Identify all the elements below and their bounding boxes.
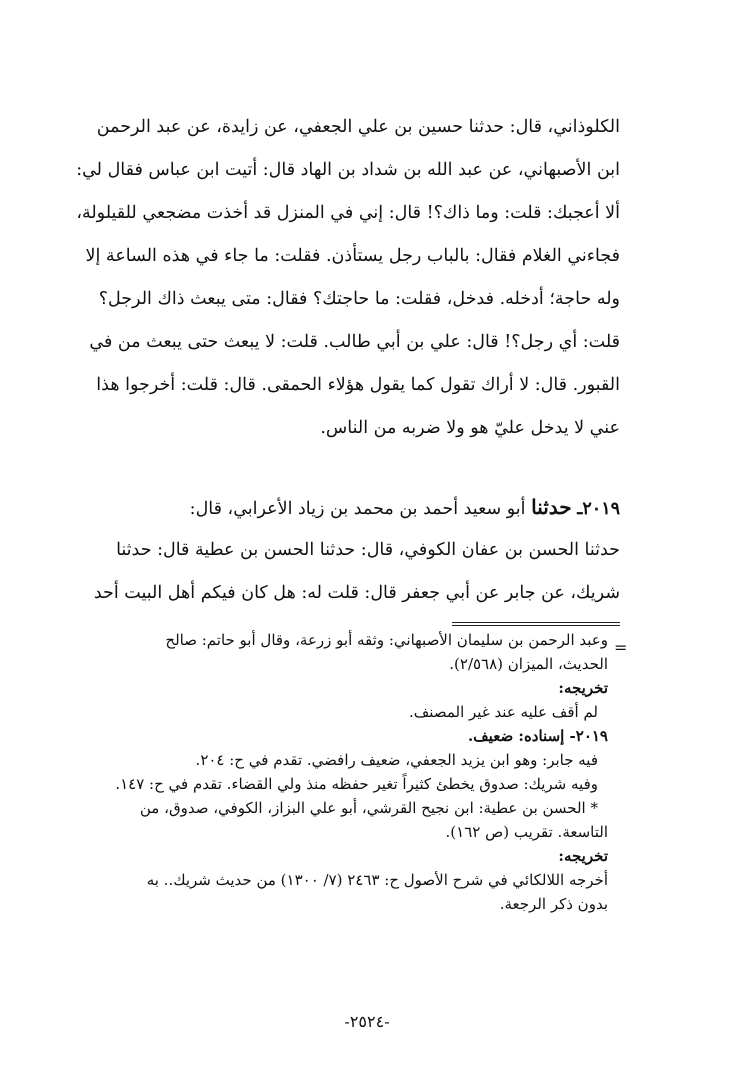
haddathana-word: حدثنا [531, 495, 572, 519]
footnote-line: بدون ذكر الرجعة. [499, 895, 608, 913]
text-line: فجاءني الغلام فقال: بالباب رجل يستأذن. فقلت: ما جاء في هذه الساعة إلا [85, 246, 620, 266]
footnote-line: الحديث، الميزان (٢/٥٦٨). [449, 655, 608, 673]
footnote-heading: ٢٠١٩- إسناده: ضعيف. [467, 727, 608, 745]
main-text [48, 106, 620, 615]
footnote-line: فيه جابر: وهو ابن يزيد الجعفي، ضعيف رافضي. تقدم في ح: ٢٠٤. [195, 751, 598, 769]
footnote-heading: تخريجه: [558, 679, 608, 697]
footnote-line: لم أقف عليه عند غير المصنف. [409, 703, 598, 721]
footnote-line: وعبد الرحمن بن سليمان الأصبهاني: وثقه أبو زرعة، وقال أبو حاتم: صالح [165, 631, 608, 649]
footnote-line: وفيه شريك: صدوق يخطئ كثيراً تغير حفظه منذ ولي القضاء. تقدم في ح: ١٤٧. [115, 775, 598, 793]
footnote-separator [452, 622, 620, 626]
hadith-number: ٢٠١٩ـ [577, 499, 620, 519]
continuation-mark: = [614, 638, 628, 657]
footnote-line: أخرجه اللالكائي في شرح الأصول ح: ٢٤٦٣ (٧/ ١٣٠٠) من حديث شريك.. به [146, 871, 608, 889]
text-line: ألا أعجبك: قلت: وما ذاك؟! قال: إني في المنزل قد أخذت مضجعي للقيلولة، [76, 203, 620, 223]
footnote-line: * الحسن بن عطية: ابن نجيح القرشي، أبو علي البزاز، الكوفي، صدوق، من [139, 799, 598, 817]
footnote-heading: تخريجه: [558, 847, 608, 865]
text-line: قلت: أي رجل؟! قال: علي بن أبي طالب. قلت: لا يبعث حتى يبعث من في [89, 332, 620, 352]
footnotes [48, 628, 608, 916]
text-line: حدثنا الحسن بن عفان الكوفي، قال: حدثنا الحسن بن عطية قال: حدثنا [116, 540, 620, 560]
text-line: وله حاجة؛ أدخله. فدخل، فقلت: ما حاجتك؟ فقال: متى يبعث ذاك الرجل؟ [98, 289, 620, 309]
text-line: الكلوذاني، قال: حدثنا حسين بن علي الجعفي، عن زايدة، عن عبد الرحمن [96, 117, 620, 137]
text-line: ابن الأصبهاني، عن عبد الله بن شداد بن الهاد قال: أتيت ابن عباس فقال لي: [76, 160, 620, 180]
hadith-heading-line [48, 486, 620, 529]
page-number: -٢٥٢٤- [344, 1012, 390, 1031]
text-line: عني لا يدخل عليّ هو ولا ضربه من الناس. [320, 418, 620, 438]
hadith-first-line: أبو سعيد أحمد بن محمد بن زياد الأعرابي، قال: [189, 499, 526, 519]
text-line: شريك، عن جابر عن أبي جعفر قال: قلت له: هل كان فيكم أهل البيت أحد [93, 583, 620, 603]
footnote-line: التاسعة. تقريب (ص ١٦٢). [445, 823, 608, 841]
text-line: القبور. قال: لا أراك تقول كما يقول هؤلاء الحمقى. قال: قلت: أخرجوا هذا [96, 375, 620, 395]
